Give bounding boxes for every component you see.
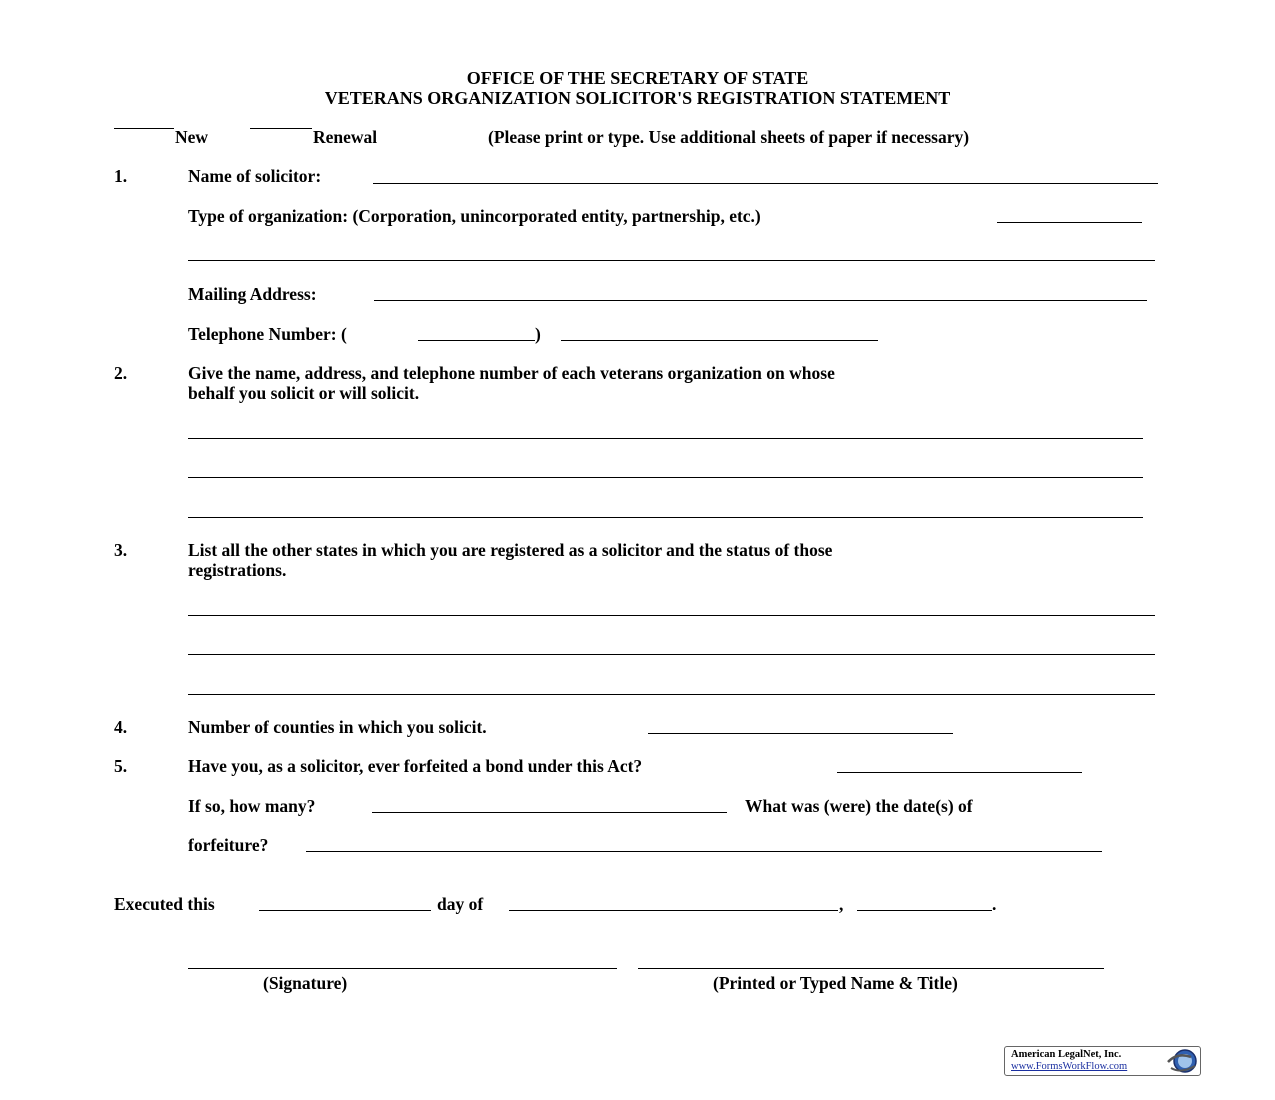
day-of-label: day of <box>437 894 484 914</box>
forfeited-bond-field[interactable] <box>837 772 1082 773</box>
renewal-label: Renewal <box>313 127 378 147</box>
signature-field[interactable] <box>188 968 617 969</box>
how-many-label: If so, how many? <box>188 796 316 816</box>
item-3-text-line1: List all the other states in which you are registered as a solicitor and the status of those <box>188 540 833 560</box>
new-checkbox-line[interactable] <box>114 128 174 129</box>
item-5-number: 5. <box>114 756 128 776</box>
mailing-address-field[interactable] <box>374 300 1147 301</box>
forfeited-bond-question: Have you, as a solicitor, ever forfeited a bond under this Act? <box>188 756 643 776</box>
item-2-text-line2: behalf you solicit or will solicit. <box>188 383 420 403</box>
new-label: New <box>175 127 209 147</box>
forfeiture-label: forfeiture? <box>188 835 269 855</box>
execution-comma: , <box>839 894 844 914</box>
telephone-number-field[interactable] <box>561 340 878 341</box>
form-title-statement: VETERANS ORGANIZATION SOLICITOR'S REGISTRATION STATEMENT <box>324 88 951 108</box>
telephone-close-paren: ) <box>535 324 541 344</box>
counties-field[interactable] <box>648 733 953 734</box>
organizations-field-line1[interactable] <box>188 438 1143 439</box>
execution-day-field[interactable] <box>259 910 431 911</box>
type-of-organization-field[interactable] <box>997 222 1142 223</box>
execution-month-field[interactable] <box>509 910 838 911</box>
item-2-text-line1: Give the name, address, and telephone number of each veterans organization on whose <box>188 363 835 383</box>
name-of-solicitor-field[interactable] <box>373 183 1158 184</box>
mailing-address-label: Mailing Address: <box>188 284 317 304</box>
item-4-number: 4. <box>114 717 128 737</box>
form-title-office: OFFICE OF THE SECRETARY OF STATE <box>466 68 809 88</box>
how-many-field[interactable] <box>372 812 727 813</box>
execution-period: . <box>992 894 997 914</box>
printed-name-title-caption: (Printed or Typed Name & Title) <box>713 973 958 993</box>
signature-caption: (Signature) <box>263 973 348 993</box>
item-3-number: 3. <box>114 540 128 560</box>
logo-company-name: American LegalNet, Inc. <box>1011 1049 1122 1060</box>
counties-label: Number of counties in which you solicit. <box>188 717 487 737</box>
forfeiture-date-question: What was (were) the date(s) of <box>745 796 973 816</box>
american-legalnet-logo[interactable] <box>1004 1046 1201 1076</box>
name-of-solicitor-label: Name of solicitor: <box>188 166 322 186</box>
item-3-text-line2: registrations. <box>188 560 287 580</box>
renewal-checkbox-line[interactable] <box>250 128 312 129</box>
organizations-field-line3[interactable] <box>188 517 1143 518</box>
area-code-field[interactable] <box>418 340 535 341</box>
instruction-text: (Please print or type. Use additional sheets of paper if necessary) <box>488 127 970 147</box>
type-of-organization-field-line2[interactable] <box>188 260 1155 261</box>
organizations-field-line2[interactable] <box>188 477 1143 478</box>
printed-name-title-field[interactable] <box>638 968 1104 969</box>
executed-this-label: Executed this <box>114 894 215 914</box>
globe-icon <box>1165 1048 1199 1074</box>
telephone-number-label: Telephone Number: ( <box>188 324 347 344</box>
other-states-field-line3[interactable] <box>188 694 1155 695</box>
other-states-field-line2[interactable] <box>188 654 1155 655</box>
logo-website-link[interactable]: www.FormsWorkFlow.com <box>1011 1061 1128 1072</box>
type-of-organization-label: Type of organization: (Corporation, unincorporated entity, partnership, etc.) <box>188 206 761 226</box>
item-2-number: 2. <box>114 363 128 383</box>
execution-year-field[interactable] <box>857 910 992 911</box>
forfeiture-date-field[interactable] <box>306 851 1102 852</box>
item-1-number: 1. <box>114 166 128 186</box>
other-states-field-line1[interactable] <box>188 615 1155 616</box>
